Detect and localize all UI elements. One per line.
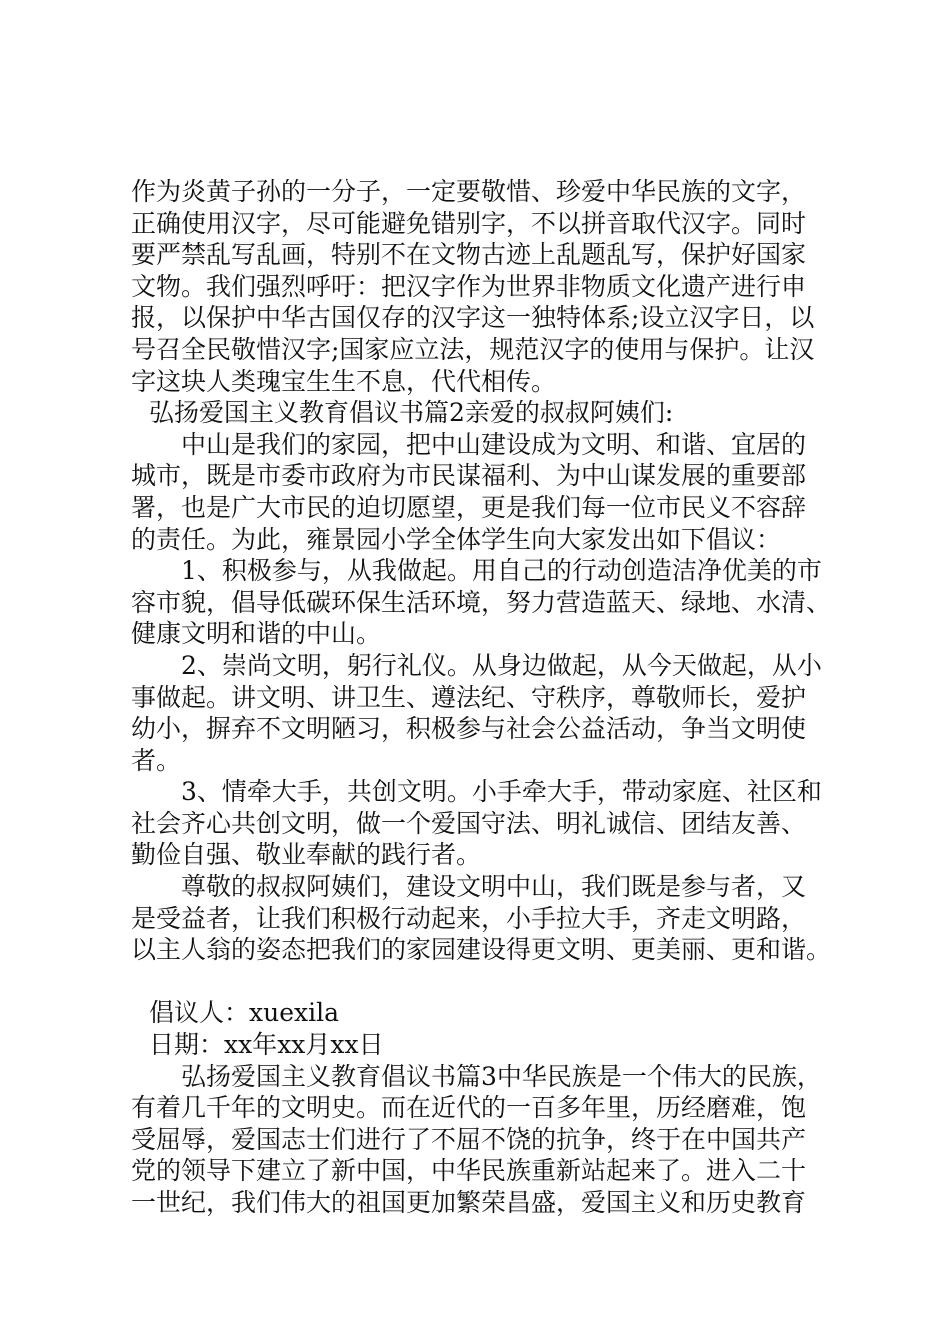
text-line: 字这块人类瑰宝生生不息，代代相传。 <box>131 366 557 396</box>
text-line: 日期：xx年xx月xx日 <box>149 1030 384 1060</box>
text-line: 弘扬爱国主义教育倡议书篇3中华民族是一个伟大的民族， <box>181 1061 822 1091</box>
text-line: 倡议人：xuexila <box>149 998 339 1028</box>
text-line: 是受益者，让我们积极行动起来，小手拉大手，齐走文明路， <box>131 903 807 933</box>
text-line: 正确使用汉字，尽可能避免错别字，不以拼音取代汉字。同时 <box>131 208 807 238</box>
text-line: 3、情牵大手，共创文明。小手牵大手，带动家庭、社区和 <box>181 777 822 807</box>
text-line: 容市貌，倡导低碳环保生活环境，努力营造蓝天、绿地、水清、 <box>131 587 832 617</box>
text-line: 尊敬的叔叔阿姨们，建设文明中山，我们既是参与者，又 <box>181 872 807 902</box>
text-line: 以主人翁的姿态把我们的家园建设得更文明、更美丽、更和谐。 <box>131 935 832 965</box>
text-line: 的责任。为此，雍景园小学全体学生向大家发出如下倡议： <box>131 524 782 554</box>
text-line: 城市，既是市委市政府为市民谋福利、为中山谋发展的重要部 <box>131 461 807 491</box>
text-line: 中山是我们的家园，把中山建设成为文明、和谐、宜居的 <box>181 429 807 459</box>
text-line: 号召全民敬惜汉字;国家应立法，规范汉字的使用与保护。让汉 <box>131 334 815 364</box>
text-line: 者。 <box>131 745 182 775</box>
text-line: 勤俭自强、敬业奉献的践行者。 <box>131 840 482 870</box>
text-line: 一世纪，我们伟大的祖国更加繁荣昌盛，爱国主义和历史教育 <box>131 1188 807 1217</box>
text-line: 署，也是广大市民的迫切愿望，更是我们每一位市民义不容辞 <box>131 492 807 522</box>
blank-line <box>131 966 861 998</box>
text-line: 有着几千年的文明史。而在近代的一百多年里，历经磨难，饱 <box>131 1093 807 1123</box>
text-line: 文物。我们强烈呼吁：把汉字作为世界非物质文化遗产进行申 <box>131 271 807 301</box>
text-line: 健康文明和谐的中山。 <box>131 619 382 649</box>
text-line: 弘扬爱国主义教育倡议书篇2亲爱的叔叔阿姨们: <box>149 398 674 428</box>
text-line: 受屈辱，爱国志士们进行了不屈不饶的抗争，终于在中国共产 <box>131 1124 807 1154</box>
text-line: 2、崇尚文明，躬行礼仪。从身边做起，从今天做起，从小 <box>181 650 822 680</box>
text-line: 1、积极参与，从我做起。用自己的行动创造洁净优美的市 <box>181 556 822 586</box>
document-body <box>131 176 861 1219</box>
text-line: 党的领导下建立了新中国，中华民族重新站起来了。进入二十 <box>131 1156 807 1186</box>
text-line: 作为炎黄子孙的一分子，一定要敬惜、珍爱中华民族的文字， <box>131 177 807 206</box>
text-line: 幼小，摒弃不文明陋习，积极参与社会公益活动，争当文明使 <box>131 714 807 744</box>
text-line: 事做起。讲文明、讲卫生、遵法纪、守秩序，尊敬师长，爱护 <box>131 682 807 712</box>
text-line: 社会齐心共创文明，做一个爱国守法、明礼诚信、团结友善、 <box>131 808 807 838</box>
text-line: 报，以保护中华古国仅存的汉字这一独特体系;设立汉字日，以 <box>131 303 815 333</box>
text-line: 要严禁乱写乱画，特别不在文物古迹上乱题乱写，保护好国家 <box>131 240 807 270</box>
